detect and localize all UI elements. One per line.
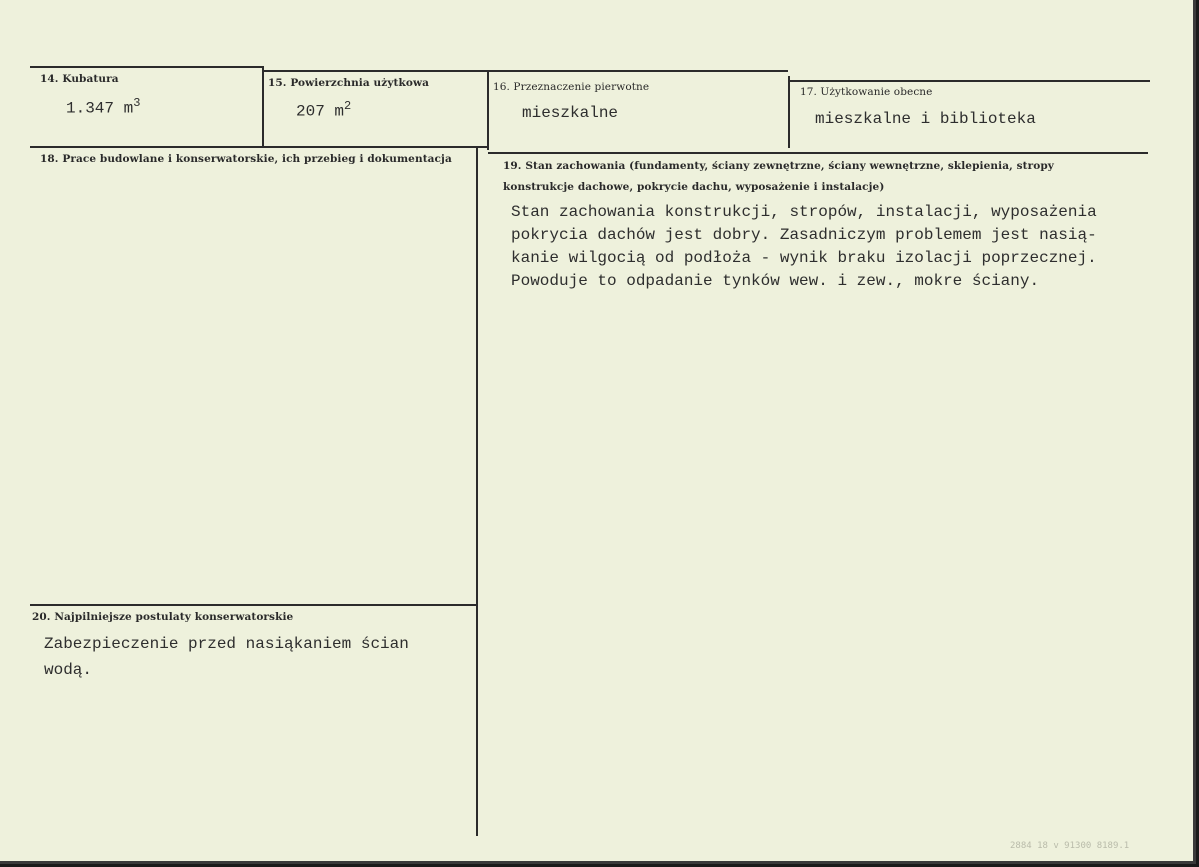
field-20-text (44, 631, 409, 683)
field-15-number: 207 (296, 102, 325, 121)
field-19-line: kanie wilgocią od podłoża - wynik braku izolacji poprzecznej. (511, 249, 1097, 267)
field-19-line: Stan zachowania konstrukcji, stropów, instalacji, wyposażenia (511, 203, 1097, 221)
field-14-unit-exponent: 3 (133, 96, 141, 110)
field-20-label: 20. Najpilniejsze postulaty konserwatorskie (32, 611, 294, 623)
field-18-label: 18. Prace budowlane i konserwatorskie, ich przebieg i dokumentacja (40, 153, 452, 165)
field-19-label-line1: 19. Stan zachowania (fundamenty, ściany zewnętrzne, ściany wewnętrzne, sklepienia, stropy (503, 160, 1054, 172)
field-19-line: pokrycia dachów jest dobry. Zasadniczym problemem jest nasią- (511, 226, 1097, 244)
field-14-unit: m (123, 99, 134, 118)
field-15-label: 15. Powierzchnia użytkowa (268, 77, 430, 89)
field-15-unit: m (334, 102, 345, 121)
field-19-text (511, 201, 1097, 293)
divider-left-right (476, 146, 478, 836)
field-17-value: mieszkalne i biblioteka (815, 110, 1036, 128)
footer-stamp: 2884 18 v 91300 8189.1 (1010, 841, 1130, 851)
field-16-label: 16. Przeznaczenie pierwotne (493, 81, 650, 93)
rule-top-f15-f16 (262, 70, 788, 72)
divider-f16-f17 (788, 76, 790, 148)
field-17-label: 17. Użytkowanie obecne (800, 86, 933, 98)
field-14-label: 14. Kubatura (40, 73, 119, 85)
rule-top-f14 (30, 66, 262, 68)
field-14-value (66, 96, 140, 117)
rule-top-f19 (488, 152, 1148, 154)
field-15-value (296, 99, 351, 120)
field-20-line: wodą. (44, 661, 93, 679)
field-14-number: 1.347 (66, 99, 115, 118)
rule-top-f17 (788, 80, 1150, 82)
field-20-line: Zabezpieczenie przed nasiąkaniem ścian (44, 635, 409, 653)
divider-f14-f15 (262, 66, 264, 146)
field-19-line: Powoduje to odpadanie tynków wew. i zew., mokre ściany. (511, 272, 1040, 290)
rule-top-f18 (30, 146, 488, 148)
rule-top-f20 (30, 604, 476, 606)
field-16-value: mieszkalne (522, 104, 619, 122)
field-19-label-line2: konstrukcje dachowe, pokrycie dachu, wyposażenie i instalacje) (503, 181, 885, 193)
divider-f15-f16 (487, 70, 489, 150)
field-15-unit-exponent: 2 (344, 99, 352, 113)
